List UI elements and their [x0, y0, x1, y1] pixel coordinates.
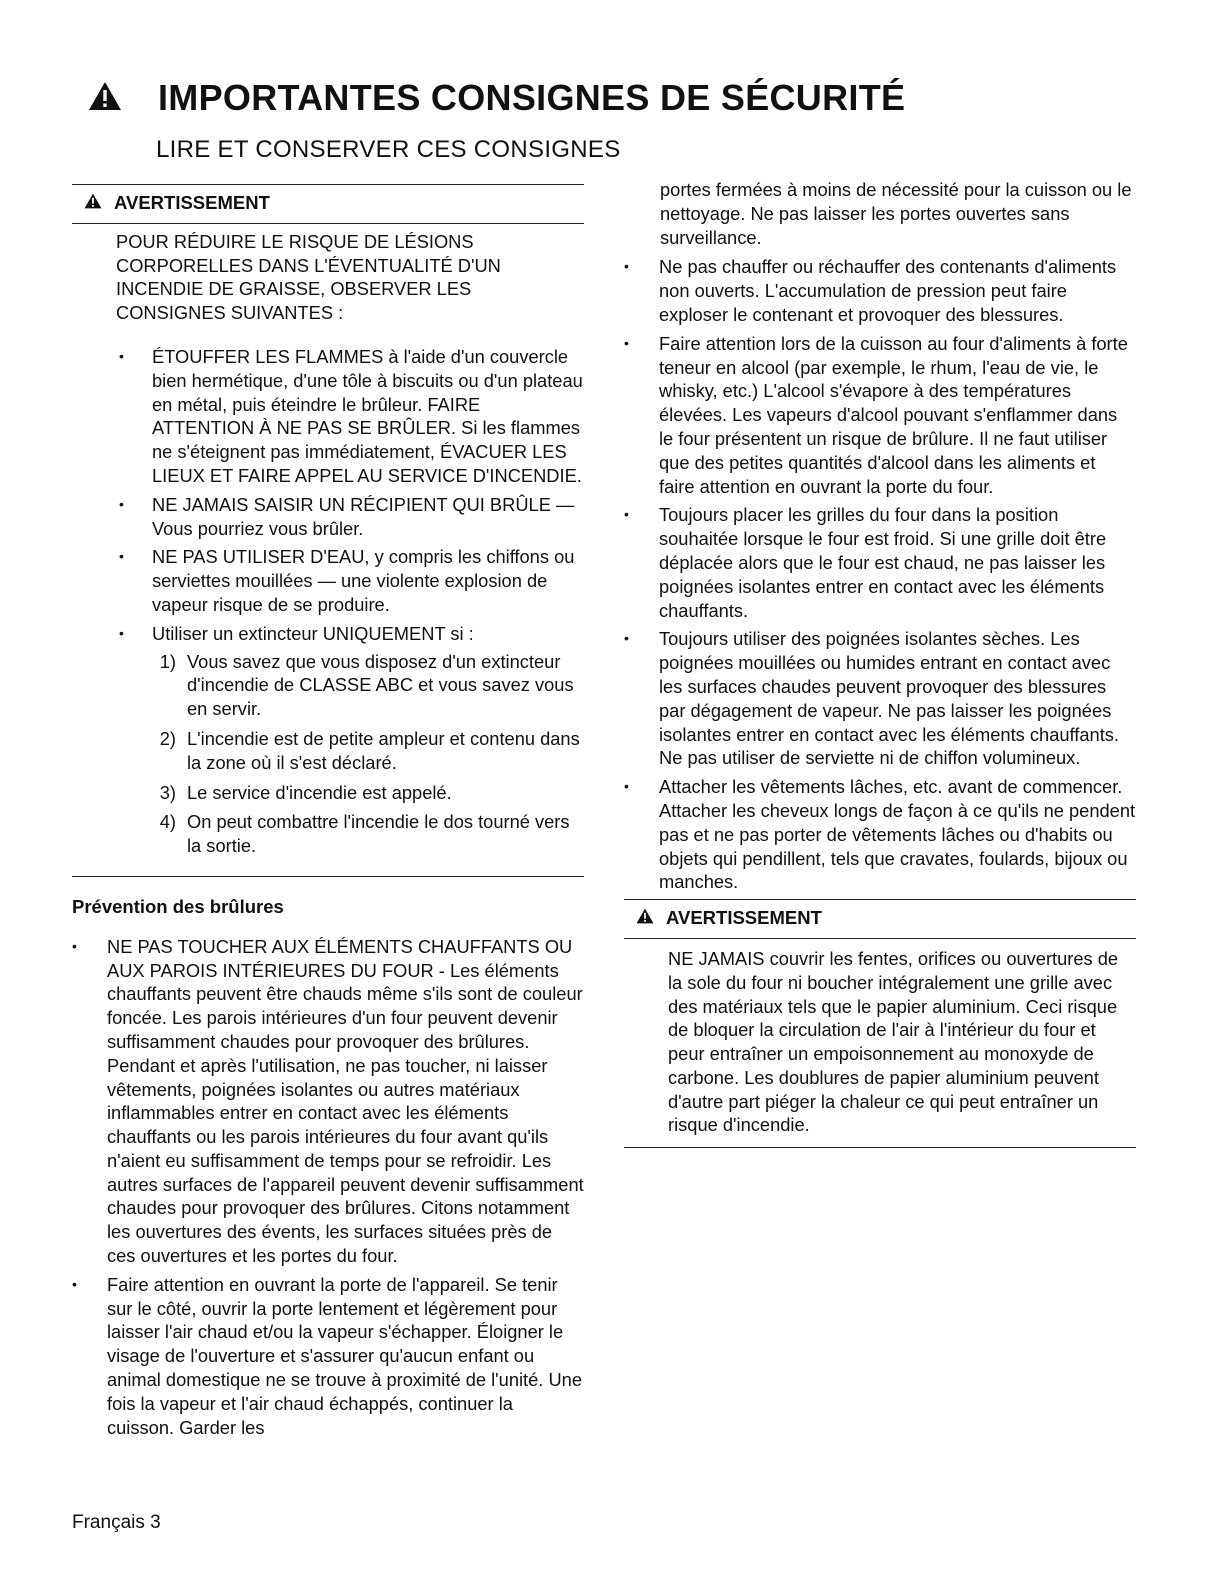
right-column	[624, 178, 1136, 1148]
list-item: • Faire attention en ouvrant la porte de l'appareil. Se tenir sur le côté, ouvrir la porte lentement et légèrement pour laisser l'air chaud et/ou la vapeur s'échapper. Éloigner le visage de l'ouverture et s'assurer qu'aucun enfant ou animal domestique ne se trouve à proximité de l'unité. Une fois la vapeur et l'air chaud échappés, continuer la cuisson. Garder les	[72, 1273, 584, 1440]
list-item-text: Utiliser un extincteur UNIQUEMENT si :	[152, 622, 474, 644]
warning-heading	[624, 900, 1136, 939]
numbered-item	[152, 781, 584, 805]
left-column	[72, 184, 584, 1444]
warning-label: AVERTISSEMENT	[114, 192, 270, 213]
page-header	[88, 78, 905, 118]
list-item: • ÉTOUFFER LES FLAMMES à l'aide d'un couvercle bien hermétique, d'une tôle à biscuits ou d'un plateau en métal, puis éteindre le brûleur. FAIRE ATTENTION À NE PAS SE BRÛLER. Si les flammes ne s'éteignent pas immédiatement, ÉVACUER LES LIEUX ET FAIRE APPEL AU SERVICE D'INCENDIE.	[72, 345, 584, 488]
list-item: • NE JAMAIS SAISIR UN RÉCIPIENT QUI BRÛLE — Vous pourriez vous brûler.	[72, 493, 584, 541]
item-text: L'incendie est de petite ampleur et contenu dans la zone où il s'est déclaré.	[187, 727, 580, 773]
numbered-item	[152, 650, 584, 721]
warning-triangle-icon	[636, 906, 654, 930]
list-item: • NE PAS UTILISER D'EAU, y compris les chiffons ou serviettes mouillées — une violente explosion de vapeur risque de se produire.	[72, 545, 584, 616]
item-text: On peut combattre l'incendie le dos tourné vers la sortie.	[187, 811, 570, 857]
item-number: 2)	[159, 727, 176, 749]
item-number: 3)	[159, 781, 176, 803]
warning-label: AVERTISSEMENT	[666, 907, 822, 929]
warning-triangle-icon	[84, 191, 102, 215]
list-item: • Toujours placer les grilles du four dans la position souhaitée lorsque le four est froid. Si une grille doit être déplacée alors que le four est chaud, ne pas laisser les poignées isolantes entrer en contact avec les éléments chauffants.	[624, 503, 1136, 622]
warning-text: NE JAMAIS couvrir les fentes, orifices ou ouvertures de la sole du four ni boucher intégralement une grille avec des matériaux tels que le papier aluminium. Ceci risque de bloquer la circulation de l'air à l'intérieur du four et peur entraîner un empoisonnement au monoxyde de carbone. Les doublures de papier aluminium peuvent d'autre part piéger la chaleur ce qui peut entraîner un risque d'incendie.	[668, 947, 1119, 1136]
warning-triangle-icon	[88, 81, 122, 116]
item-number: 4)	[159, 811, 176, 833]
numbered-item	[152, 727, 584, 775]
safety-bullet-list	[624, 255, 1136, 894]
vent-warning-box	[624, 899, 1136, 1148]
warning-intro: POUR RÉDUIRE LE RISQUE DE LÉSIONS CORPORELLES DANS L'ÉVENTUALITÉ D'UN INCENDIE DE GRAISSE, OBSERVER LES CONSIGNES SUIVANTES :	[116, 230, 501, 324]
warning-bullet-list	[72, 345, 584, 858]
item-text: Le service d'incendie est appelé.	[187, 781, 452, 803]
page-title: IMPORTANTES CONSIGNES DE SÉCURITÉ	[158, 77, 906, 118]
extinguisher-conditions-list	[152, 650, 584, 858]
list-item: • Attacher les vêtements lâches, etc. avant de commencer. Attacher les cheveux longs de façon à ce qu'ils ne pendent pas et ne pas porter de vêtements lâches ou d'habits ou objets qui pendillent, tels que cravates, foulards, bijoux ou manches.	[624, 775, 1136, 894]
burn-prevention-list	[72, 935, 584, 1440]
warning-heading	[72, 185, 584, 224]
warning-body	[72, 224, 584, 876]
section-title-burn-prevention: Prévention des brûlures	[72, 895, 284, 917]
list-item: • Toujours utiliser des poignées isolantes sèches. Les poignées mouillées ou humides entrant en contact avec les surfaces chaudes peuvent provoquer des blessures par dégagement de vapeur. Ne pas laisser les poignées isolantes entrer en contact avec les éléments chauffants. Ne pas utiliser de serviette ni de chiffon volumineux.	[624, 627, 1136, 770]
list-item: • Ne pas chauffer ou réchauffer des contenants d'aliments non ouverts. L'accumulation de pression peut faire exploser le contenant et provoquer des blessures.	[624, 255, 1136, 326]
numbered-item	[152, 810, 584, 858]
list-item: • Faire attention lors de la cuisson au four d'aliments à forte teneur en alcool (par exemple, le rhum, l'eau de vie, le whisky, etc.) L'alcool s'évapore à des températures élevées. Les vapeurs d'alcool pouvant s'enflammer dans le four présentent un risque de brûlure. Il ne faut utiliser que des petites quantités d'alcool dans les aliments et faire attention en ouvrant la porte du four.	[624, 332, 1136, 499]
item-text: Vous savez que vous disposez d'un extincteur d'incendie de CLASSE ABC et vous savez vous en servir.	[187, 650, 574, 720]
continued-paragraph: portes fermées à moins de nécessité pour la cuisson ou le nettoyage. Ne pas laisser les portes ouvertes sans surveillance.	[660, 179, 1132, 248]
fire-warning-box	[72, 184, 584, 877]
item-number: 1)	[159, 650, 176, 672]
list-item	[72, 622, 584, 858]
page-number: Français 3	[72, 1512, 161, 1533]
page-subtitle: LIRE ET CONSERVER CES CONSIGNES	[156, 136, 621, 163]
list-item: • NE PAS TOUCHER AUX ÉLÉMENTS CHAUFFANTS OU AUX PAROIS INTÉRIEURES DU FOUR - Les éléments chauffants peuvent être chauds même s'ils sont de couleur foncée. Les parois intérieures d'un four peuvent devenir suffisamment chaudes pour provoquer des brûlures. Pendant et après l'utilisation, ne pas toucher, ni laisser vêtements, poignées isolantes ou autres matériaux inflammables entrer en contact avec les éléments chauffants ou les parois intérieures du four avant qu'ils n'aient eu suffisamment de temps pour se refroidir. Les autres surfaces de l'appareil peuvent devenir suffisamment chaudes pour provoquer des brûlures. Citons notamment les ouvertures des évents, les surfaces situées près de ces ouvertures et les portes du four.	[72, 935, 584, 1268]
